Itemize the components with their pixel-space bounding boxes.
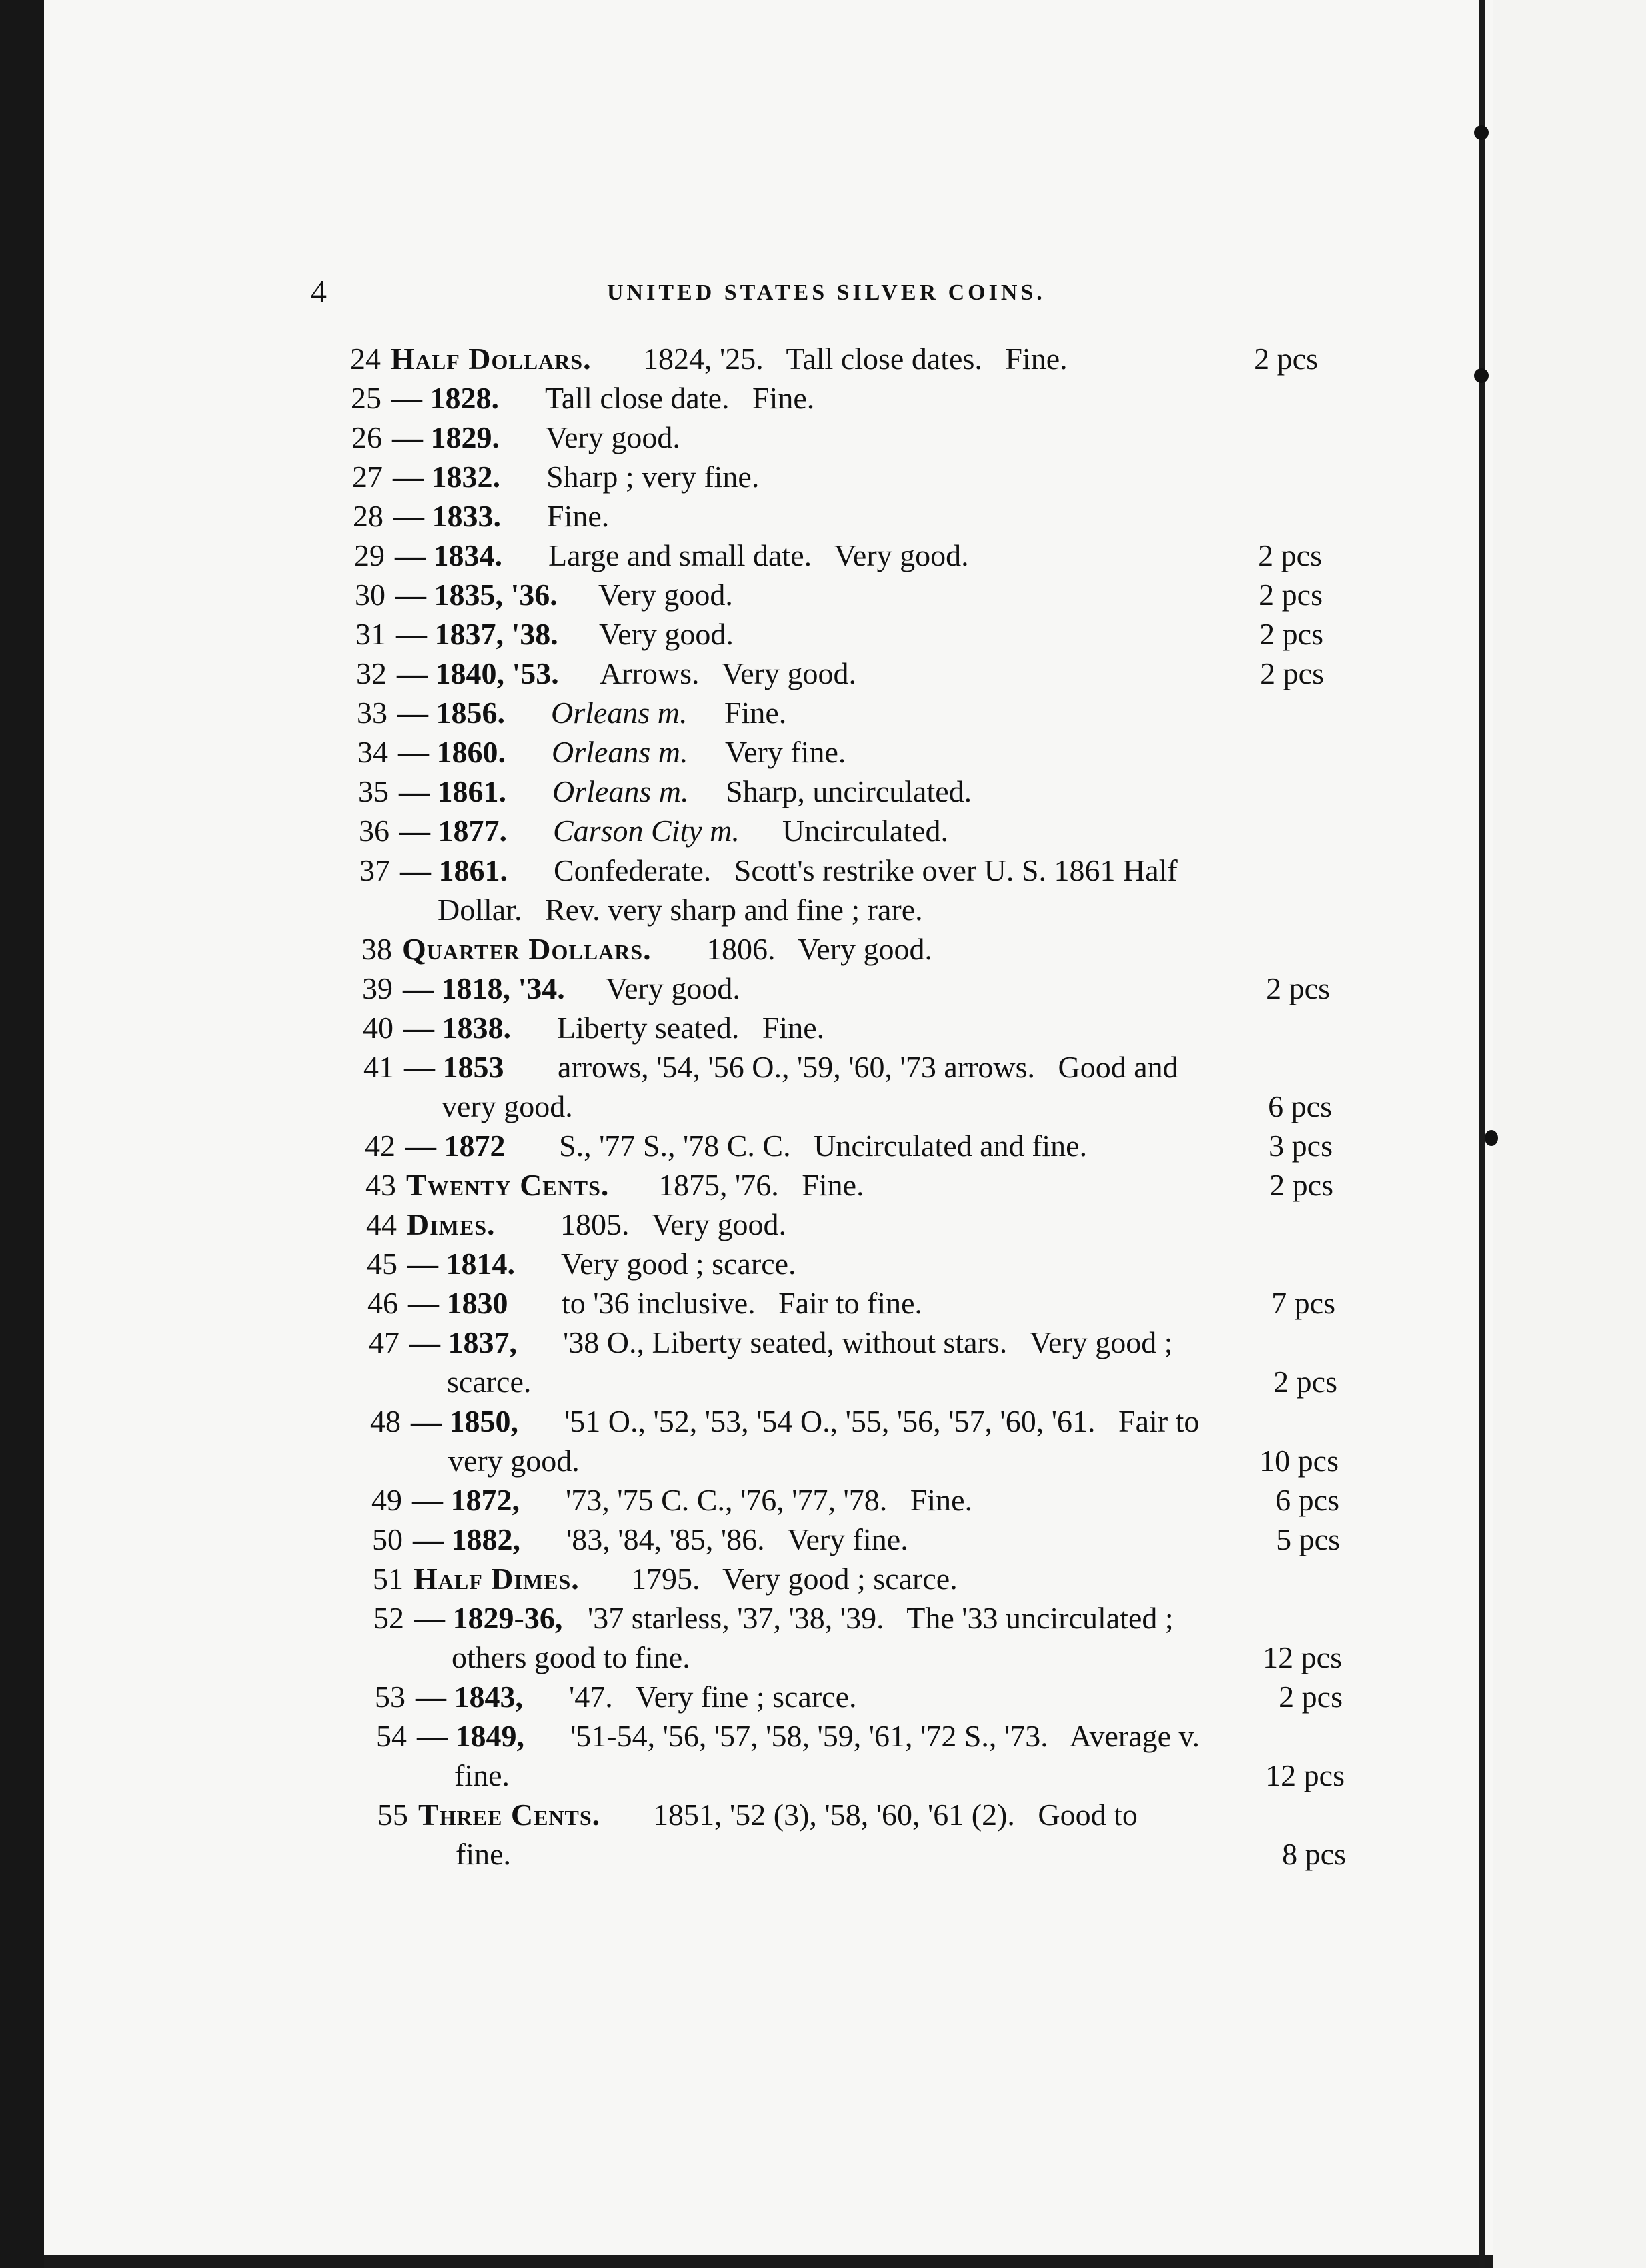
- lot-description: Uncirculated.: [782, 814, 949, 848]
- lot-date: — 1872: [405, 1129, 506, 1163]
- catalog-entry: [44, 1756, 1493, 1796]
- scan-speck: [1474, 368, 1489, 383]
- lot-number: 54: [376, 1719, 407, 1753]
- page-header: [44, 273, 1493, 314]
- lot-date: — 1877.: [399, 814, 507, 848]
- lot-description: '47. Very fine ; scarce.: [569, 1680, 857, 1714]
- lot-number: 33: [357, 696, 387, 730]
- lot-description: Sharp, uncirculated.: [726, 774, 972, 808]
- catalog-entry: [44, 1283, 1493, 1323]
- catalog-page: [44, 0, 1493, 2255]
- catalog-entry: [44, 811, 1493, 851]
- lot-description: Tall close date. Fine.: [545, 381, 815, 415]
- mint-mark: Orleans m.: [551, 696, 688, 730]
- catalog-entry: [44, 1441, 1493, 1481]
- mint-mark: Carson City m.: [553, 814, 740, 848]
- lot-date: — 1840, '53.: [397, 656, 559, 690]
- lot-number: 48: [370, 1404, 401, 1438]
- lot-number: 51: [373, 1562, 403, 1596]
- lot-description: Very good ; scarce.: [561, 1247, 796, 1281]
- catalog-entry: [44, 654, 1493, 694]
- lot-date: — 1850,: [411, 1404, 518, 1438]
- lot-number: 49: [371, 1483, 402, 1517]
- lot-date: — 1882,: [413, 1522, 520, 1556]
- lot-date: — 1837,: [409, 1325, 517, 1359]
- lot-date: — 1832.: [393, 460, 500, 494]
- lot-description: Large and small date. Very good.: [548, 538, 969, 572]
- mint-mark: Orleans m.: [552, 735, 688, 769]
- piece-count: 2 pcs: [1259, 578, 1323, 612]
- piece-count: 7 pcs: [1271, 1286, 1335, 1320]
- lot-description: 1875, '76. Fine.: [658, 1168, 864, 1202]
- catalog-entry: [44, 1165, 1493, 1205]
- piece-count: 8 pcs: [1282, 1837, 1346, 1871]
- catalog-entry: [44, 1244, 1493, 1284]
- lot-number: 52: [373, 1601, 404, 1635]
- piece-count: 3 pcs: [1269, 1129, 1333, 1163]
- mint-mark: Orleans m.: [552, 774, 689, 808]
- lot-description: 1824, '25. Tall close dates. Fine.: [643, 342, 1068, 376]
- piece-count: 2 pcs: [1260, 656, 1324, 690]
- adjacent-page-edge: [1493, 0, 1646, 2268]
- lot-date: — 1872,: [412, 1483, 520, 1517]
- category-heading: Dimes.: [407, 1207, 496, 1241]
- catalog-entry: [44, 1126, 1493, 1166]
- catalog-entry: [44, 1598, 1493, 1638]
- catalog-entry: [44, 969, 1493, 1009]
- catalog-entry: [44, 1087, 1493, 1127]
- lot-description: '83, '84, '85, '86. Very fine.: [566, 1522, 908, 1556]
- page-edge-line: [1479, 0, 1485, 2268]
- catalog-entry: [44, 1795, 1493, 1835]
- lot-description: Very good.: [599, 617, 734, 651]
- lot-number: 35: [358, 774, 389, 808]
- running-head: UNITED STATES SILVER COINS.: [607, 280, 1046, 305]
- lot-date: — 1834.: [395, 538, 502, 572]
- lot-number: 44: [366, 1207, 397, 1241]
- lot-number: 40: [363, 1011, 393, 1045]
- lot-description: 1806. Very good.: [706, 932, 933, 966]
- catalog-entry: [44, 1008, 1493, 1048]
- lot-description: Confederate. Scott's restrike over U. S. 1861 Half: [554, 853, 1178, 887]
- piece-count: 12 pcs: [1265, 1758, 1345, 1792]
- category-heading: Twenty Cents.: [406, 1168, 610, 1202]
- lot-number: 34: [357, 735, 388, 769]
- lot-description: very good.: [448, 1444, 580, 1478]
- lot-number: 27: [352, 460, 383, 494]
- catalog-entry: [44, 929, 1493, 969]
- lot-date: — 1856.: [397, 696, 505, 730]
- category-heading: Half Dimes.: [414, 1562, 580, 1596]
- lot-description: '51 O., '52, '53, '54 O., '55, '56, '57, '60, '61. Fair to: [564, 1404, 1200, 1438]
- lot-number: 26: [351, 420, 382, 454]
- piece-count: 2 pcs: [1266, 971, 1330, 1005]
- lot-description: '37 starless, '37, '38, '39. The '33 uncirculated ;: [588, 1601, 1174, 1635]
- scan-speck: [1474, 125, 1489, 140]
- category-heading: Quarter Dollars.: [402, 932, 652, 966]
- lot-description: '38 O., Liberty seated, without stars. Very good ;: [563, 1325, 1173, 1359]
- catalog-entry: [44, 1362, 1493, 1402]
- piece-count: 2 pcs: [1258, 538, 1322, 572]
- lot-description: very good.: [442, 1089, 573, 1123]
- lot-date: — 1829-36,: [414, 1601, 563, 1635]
- lot-number: 32: [356, 656, 387, 690]
- piece-count: 6 pcs: [1275, 1483, 1339, 1517]
- catalog-entry: [44, 614, 1493, 654]
- catalog-entry: [44, 418, 1493, 458]
- catalog-entry: [44, 1047, 1493, 1087]
- catalog-entry: [44, 378, 1493, 418]
- lot-description: '73, '75 C. C., '76, '77, '78. Fine.: [566, 1483, 973, 1517]
- catalog-entry: [44, 1559, 1493, 1599]
- lot-date: — 1835, '36.: [395, 578, 558, 612]
- lot-number: 50: [372, 1522, 403, 1556]
- lot-number: 55: [377, 1798, 408, 1832]
- lot-description: fine.: [456, 1837, 512, 1871]
- lot-description: fine.: [454, 1758, 510, 1792]
- lot-date: — 1849,: [417, 1719, 524, 1753]
- lot-number: 39: [362, 971, 393, 1005]
- lot-date: — 1814.: [407, 1247, 515, 1281]
- lot-date: — 1861.: [399, 774, 506, 808]
- piece-count: 2 pcs: [1269, 1168, 1333, 1202]
- lot-description: arrows, '54, '56 O., '59, '60, '73 arrows. Good and: [558, 1050, 1178, 1084]
- catalog-entry: [44, 1480, 1493, 1520]
- lot-number: 53: [375, 1680, 405, 1714]
- catalog-entry: [44, 1638, 1493, 1678]
- lot-description: 1795. Very good ; scarce.: [631, 1562, 958, 1596]
- lot-number: 30: [355, 578, 385, 612]
- catalog-entry: [44, 457, 1493, 497]
- lot-date: — 1837, '38.: [396, 617, 558, 651]
- lot-number: 25: [351, 381, 381, 415]
- lot-description: '51-54, '56, '57, '58, '59, '61, '72 S., '73. Average v.: [570, 1719, 1200, 1753]
- piece-count: 6 pcs: [1268, 1089, 1332, 1123]
- catalog-entry: [44, 693, 1493, 733]
- lot-description: scarce.: [447, 1365, 532, 1399]
- piece-count: 2 pcs: [1279, 1680, 1343, 1714]
- lot-number: 46: [367, 1286, 398, 1320]
- lot-description: Dollar. Rev. very sharp and fine ; rare.: [438, 893, 923, 927]
- lot-number: 37: [359, 853, 390, 887]
- lot-date: — 1828.: [391, 381, 499, 415]
- catalog-entry: [44, 496, 1493, 536]
- lot-date: — 1829.: [392, 420, 500, 454]
- piece-count: 10 pcs: [1259, 1444, 1339, 1478]
- lot-description: 1851, '52 (3), '58, '60, '61 (2). Good to: [653, 1798, 1138, 1832]
- category-heading: Half Dollars.: [391, 342, 592, 376]
- piece-count: 2 pcs: [1259, 617, 1323, 651]
- lot-date: — 1830: [408, 1286, 508, 1320]
- lot-number: 43: [365, 1168, 396, 1202]
- catalog-entry: [44, 339, 1493, 379]
- catalog-entry: [44, 1323, 1493, 1363]
- lot-description: others good to fine.: [452, 1640, 690, 1674]
- lot-description: to '36 inclusive. Fair to fine.: [562, 1286, 923, 1320]
- scan-left-margin: [0, 0, 44, 2268]
- piece-count: 2 pcs: [1254, 342, 1318, 376]
- lot-description: Fine.: [724, 696, 787, 730]
- catalog-entry: [44, 1401, 1493, 1442]
- lot-description: Liberty seated. Fine.: [557, 1011, 825, 1045]
- lot-description: Arrows. Very good.: [600, 656, 857, 690]
- lot-number: 24: [350, 342, 381, 376]
- scan-speck: [1485, 1130, 1498, 1146]
- lot-number: 41: [363, 1050, 394, 1084]
- catalog-entry: [44, 1834, 1493, 1874]
- lot-date: — 1843,: [416, 1680, 523, 1714]
- lot-description: 1805. Very good.: [560, 1207, 787, 1241]
- lot-date: — 1838.: [403, 1011, 511, 1045]
- lot-description: Very good.: [598, 578, 733, 612]
- catalog-entry: [44, 1205, 1493, 1245]
- catalog-entry: [44, 1716, 1493, 1756]
- lot-description: Very fine.: [725, 735, 846, 769]
- lot-number: 47: [369, 1325, 399, 1359]
- lot-date: — 1860.: [398, 735, 506, 769]
- lot-description: S., '77 S., '78 C. C. Uncirculated and fine.: [559, 1129, 1088, 1163]
- lot-description: Fine.: [547, 499, 610, 533]
- catalog-entry: [44, 1677, 1493, 1717]
- catalog-entry: [44, 732, 1493, 772]
- catalog-entry: [44, 1520, 1493, 1560]
- piece-count: 12 pcs: [1263, 1640, 1342, 1674]
- lot-date: — 1853: [404, 1050, 504, 1084]
- lot-description: Very good.: [546, 420, 680, 454]
- category-heading: Three Cents.: [418, 1798, 601, 1832]
- lot-number: 29: [354, 538, 385, 572]
- lot-number: 42: [365, 1129, 395, 1163]
- piece-count: 2 pcs: [1273, 1365, 1337, 1399]
- catalog-entry: [44, 575, 1493, 615]
- lot-date: — 1833.: [393, 499, 501, 533]
- catalog-entry: [44, 536, 1493, 576]
- piece-count: 5 pcs: [1276, 1522, 1340, 1556]
- lot-description: Very good.: [606, 971, 740, 1005]
- catalog-entry: [44, 851, 1493, 891]
- catalog-entry: [44, 772, 1493, 812]
- lot-description: Sharp ; very fine.: [546, 460, 760, 494]
- lot-date: — 1818, '34.: [403, 971, 565, 1005]
- lot-number: 38: [361, 932, 392, 966]
- lot-number: 31: [355, 617, 386, 651]
- lot-date: — 1861.: [400, 853, 508, 887]
- lot-number: 28: [353, 499, 383, 533]
- lot-number: 45: [367, 1247, 397, 1281]
- lot-number: 36: [359, 814, 389, 848]
- catalog-entry: [44, 890, 1493, 930]
- page-number: 4: [311, 274, 327, 310]
